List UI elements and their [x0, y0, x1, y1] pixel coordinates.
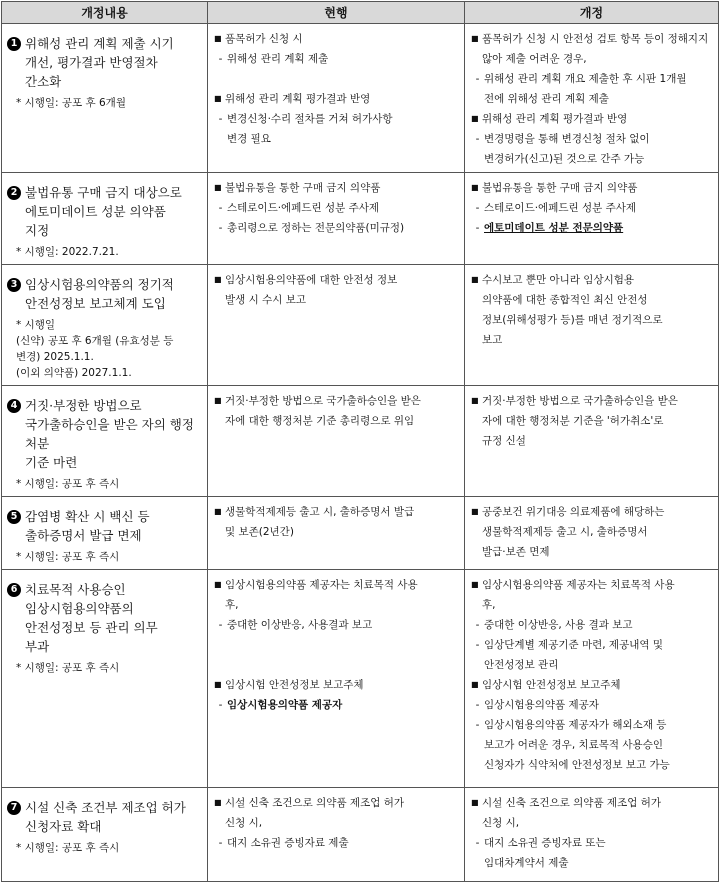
current-cell [208, 788, 465, 882]
bullet-item [214, 675, 458, 695]
spacer [214, 635, 458, 645]
item-text: 품목허가 신청 시 안전성 검토 항목 등이 정해지지 않아 제출 어려운 경우, [482, 33, 709, 65]
item-text: 불법유통을 통한 구매 금지 의약품 [482, 182, 638, 194]
table-row [2, 265, 719, 386]
header-revised: 개정 [465, 2, 719, 24]
bullet-item [214, 793, 458, 833]
revised-cell [465, 24, 719, 173]
item-text: 수시보고 뿐만 아니라 임상시험용 의약품에 대한 종합적인 최신 안전성 정보(위해성평가 등)를 매년 정기적으로 보고 [482, 274, 663, 346]
item-number-badge: 6 [7, 583, 21, 597]
dash-icon: - [475, 619, 480, 631]
item-text: 위해성 관리 계획 제출 [227, 53, 329, 65]
item-text: 스테로이드·에페드린 성분 주사제 [484, 202, 637, 214]
item-text: 임상시험용의약품에 대한 안전성 정보 발생 시 수시 보고 [225, 274, 398, 306]
effective-date: * 시행일: 공포 후 즉시 [16, 551, 120, 563]
item-text: 거짓·부정한 방법으로 국가출하승인을 받은 자에 대한 행정처분 기준 총리령으로 위임 [225, 395, 421, 427]
revised-cell [465, 173, 719, 265]
dash-icon: - [218, 113, 223, 125]
square-bullet-icon: ■ [214, 798, 222, 807]
item-number-badge: 4 [7, 399, 21, 413]
effective-date: * 시행일: 공포 후 6개월 [16, 97, 126, 109]
amendment-title-text: 치료목적 사용승인 임상시험용의약품의 안전성정보 등 관리 의무 부과 [25, 582, 158, 654]
square-bullet-icon: ■ [214, 183, 222, 192]
dash-icon: - [218, 202, 223, 214]
item-number-badge: 5 [7, 510, 21, 524]
item-text: 품목허가 신청 시 [225, 33, 303, 45]
amendment-title [7, 580, 204, 656]
bullet-item [471, 675, 712, 695]
spacer [214, 79, 458, 89]
amendment-title-text: 거짓·부정한 방법으로 국가출하승인을 받은 자의 행정처분 기준 마련 [25, 398, 194, 470]
dash-icon: - [475, 222, 480, 234]
square-bullet-icon: ■ [471, 275, 479, 284]
item-text: 임상시험용의약품 제공자는 치료목적 사용 후, [225, 579, 418, 611]
bullet-item [214, 270, 458, 310]
spacer [214, 69, 458, 79]
dash-icon: - [218, 53, 223, 65]
bullet-item [214, 29, 458, 49]
item-text: 총리령으로 정하는 전문의약품(미규정) [227, 222, 405, 234]
dash-item [214, 615, 458, 635]
amendment-title [7, 396, 204, 472]
item-text: 위해성 관리 계획 개요 제출한 후 시판 1개월 전에 위해성 관리 계획 제출 [484, 73, 687, 105]
item-number-badge: 7 [7, 801, 21, 815]
current-cell [208, 24, 465, 173]
square-bullet-icon: ■ [214, 396, 222, 405]
square-bullet-icon: ■ [214, 580, 222, 589]
bullet-item [214, 89, 458, 109]
revised-cell [465, 265, 719, 386]
amendment-title [7, 34, 204, 91]
item-text: 생물학적제제등 출고 시, 출하증명서 발급 및 보존(2년간) [225, 506, 415, 538]
table-row [2, 386, 719, 497]
square-bullet-icon: ■ [214, 275, 222, 284]
dash-item [471, 715, 712, 775]
bullet-item [471, 178, 712, 198]
item-text: 변경명령을 통해 변경신청 절차 없이 변경허가(신고)된 것으로 간주 가능 [484, 133, 650, 165]
effective-date: * 시행일: 공포 후 즉시 [16, 842, 120, 854]
amendment-title-text: 불법유통 구매 금지 대상으로 에토미데이트 성분 의약품 지정 [25, 185, 182, 238]
dash-icon: - [475, 133, 480, 145]
square-bullet-icon: ■ [214, 34, 222, 43]
amendment-title [7, 798, 204, 836]
item-text: 임상시험용의약품 제공자는 치료목적 사용 후, [482, 579, 675, 611]
bullet-item [471, 502, 712, 562]
amendment-cell [2, 497, 208, 570]
dash-icon: - [475, 719, 480, 731]
item-text: 임상시험용의약품 제공자 [484, 699, 599, 711]
dash-item [471, 218, 712, 238]
header-current: 현행 [208, 2, 465, 24]
item-text: 시설 신축 조건으로 의약품 제조업 허가 신청 시, [225, 797, 404, 829]
amendment-title-text: 감염병 확산 시 백신 등 출하증명서 발급 면제 [25, 509, 150, 543]
square-bullet-icon: ■ [471, 580, 479, 589]
item-text: 임상시험용의약품 제공자 [227, 699, 343, 711]
table-row [2, 497, 719, 570]
table-row [2, 24, 719, 173]
dash-item [471, 129, 712, 169]
table-row [2, 788, 719, 882]
square-bullet-icon: ■ [471, 396, 479, 405]
amendment-title [7, 183, 204, 240]
revised-cell [465, 386, 719, 497]
effective-date: * 시행일: 2022.7.21. [16, 246, 119, 258]
item-number-badge: 3 [7, 278, 21, 292]
current-cell [208, 265, 465, 386]
bullet-item [471, 29, 712, 69]
dash-icon: - [218, 619, 223, 631]
item-text: 임상시험 안전성정보 보고주체 [225, 679, 364, 691]
dash-icon: - [218, 699, 223, 711]
square-bullet-icon: ■ [214, 94, 222, 103]
spacer [214, 665, 458, 675]
square-bullet-icon: ■ [471, 680, 479, 689]
current-cell [208, 497, 465, 570]
header-amendment: 개정내용 [2, 2, 208, 24]
item-text: 대지 소유권 증빙자료 제출 [227, 837, 349, 849]
amendment-cell [2, 24, 208, 173]
item-text: 공중보건 위기대응 의료제품에 해당하는 생물학적제제등 출고 시, 출하증명서 발급·보존 면제 [482, 506, 665, 558]
revised-cell [465, 788, 719, 882]
item-text: 임상시험용의약품 제공자가 해외소재 등 보고가 어려운 경우, 치료목적 사용승인 신청자가 식약처에 안전성정보 보고 가능 [484, 719, 670, 771]
current-cell [208, 386, 465, 497]
dash-item [471, 833, 712, 873]
amendment-title-text: 시설 신축 조건부 제조업 허가 신청자료 확대 [25, 800, 186, 834]
effective-date: * 시행일 (신약) 공포 후 6개월 (유효성분 등 변경) 2025.1.1. (이외 의약품) 2027.1.1. [16, 319, 174, 379]
dash-item [214, 49, 458, 69]
dash-item [214, 695, 458, 715]
dash-icon: - [475, 202, 480, 214]
dash-icon: - [475, 639, 480, 651]
square-bullet-icon: ■ [471, 183, 479, 192]
item-text: 위해성 관리 계획 평가결과 반영 [225, 93, 371, 105]
dash-icon: - [218, 837, 223, 849]
amendment-comparison-table [1, 1, 719, 882]
dash-item [214, 218, 458, 238]
dash-item [471, 635, 712, 675]
effective-date: * 시행일: 공포 후 즉시 [16, 662, 120, 674]
amendment-cell [2, 386, 208, 497]
item-text: 시설 신축 조건으로 의약품 제조업 허가 신청 시, [482, 797, 661, 829]
bullet-item [214, 502, 458, 542]
amendment-title [7, 275, 204, 313]
revised-cell [465, 497, 719, 570]
current-cell [208, 570, 465, 788]
item-text: 대지 소유권 증빙자료 또는 임대차계약서 제출 [484, 837, 606, 869]
dash-item [471, 69, 712, 109]
square-bullet-icon: ■ [471, 34, 479, 43]
item-number-badge: 2 [7, 186, 21, 200]
item-text: 임상시험 안전성정보 보고주체 [482, 679, 621, 691]
square-bullet-icon: ■ [214, 680, 222, 689]
dash-icon: - [475, 699, 480, 711]
amendment-cell [2, 173, 208, 265]
item-text: 스테로이드·에페드린 성분 주사제 [227, 202, 380, 214]
dash-item [471, 198, 712, 218]
table-row [2, 570, 719, 788]
dash-item [214, 198, 458, 218]
revised-cell [465, 570, 719, 788]
bullet-item [471, 793, 712, 833]
item-number-badge: 1 [7, 37, 21, 51]
spacer [214, 655, 458, 665]
dash-icon: - [218, 222, 223, 234]
bullet-item [214, 391, 458, 431]
square-bullet-icon: ■ [214, 507, 222, 516]
item-text: 중대한 이상반응, 사용 결과 보고 [484, 619, 633, 631]
dash-item [214, 109, 458, 149]
amendment-cell [2, 570, 208, 788]
amendment-title-text: 임상시험용의약품의 정기적 안전성정보 보고체계 도입 [25, 277, 174, 311]
square-bullet-icon: ■ [471, 798, 479, 807]
bullet-item [214, 178, 458, 198]
item-text: 중대한 이상반응, 사용결과 보고 [227, 619, 373, 631]
amendment-cell [2, 788, 208, 882]
bullet-item [471, 391, 712, 451]
dash-icon: - [475, 73, 480, 85]
bullet-item [471, 575, 712, 615]
square-bullet-icon: ■ [471, 114, 479, 123]
dash-icon: - [475, 837, 480, 849]
square-bullet-icon: ■ [471, 507, 479, 516]
amendment-cell [2, 265, 208, 386]
item-text: 불법유통을 통한 구매 금지 의약품 [225, 182, 381, 194]
bullet-item [471, 270, 712, 350]
spacer [214, 645, 458, 655]
table-row [2, 173, 719, 265]
dash-item [471, 695, 712, 715]
item-text: 에토미데이트 성분 전문의약품 [484, 222, 624, 234]
current-cell [208, 173, 465, 265]
bullet-item [471, 109, 712, 129]
item-text: 위해성 관리 계획 평가결과 반영 [482, 113, 628, 125]
amendment-title [7, 507, 204, 545]
effective-date: * 시행일: 공포 후 즉시 [16, 478, 120, 490]
header-row [2, 2, 719, 24]
item-text: 변경신청·수리 절차를 거쳐 허가사항 변경 필요 [227, 113, 393, 145]
item-text: 임상단계별 제공기준 마련, 제공내역 및 안전성정보 관리 [484, 639, 663, 671]
dash-item [471, 615, 712, 635]
amendment-title-text: 위해성 관리 계획 제출 시기 개선, 평가결과 반영절차 간소화 [25, 36, 174, 89]
dash-item [214, 833, 458, 853]
item-text: 거짓·부정한 방법으로 국가출하승인을 받은 자에 대한 행정처분 기준을 '허가취소'로 규정 신설 [482, 395, 678, 447]
bullet-item [214, 575, 458, 615]
